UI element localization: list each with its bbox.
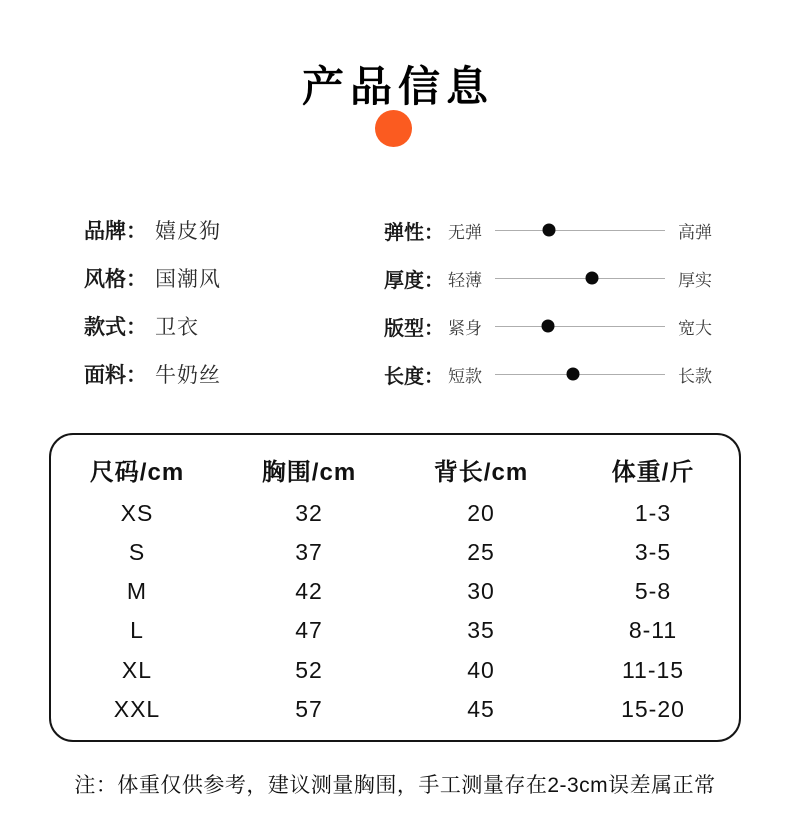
slider-dot — [567, 368, 580, 381]
slider-right-label: 长款 — [678, 366, 712, 386]
table-header-cell: 胸围/cm — [261, 459, 357, 487]
attributes-column — [84, 206, 384, 398]
table-header-cell: 体重/斤 — [611, 459, 695, 487]
table-cell: 37 — [295, 538, 323, 565]
attribute-label: 款式： — [84, 316, 147, 339]
page-title: 产品信息 — [301, 63, 494, 110]
slider-label: 长度： — [384, 365, 444, 388]
size-table — [49, 433, 741, 742]
slider-row-thickness — [384, 254, 712, 302]
slider-label: 厚度： — [384, 269, 444, 292]
table-cell: 47 — [295, 617, 323, 644]
table-row — [51, 578, 739, 605]
sliders-column — [384, 206, 712, 398]
table-cell: 3-5 — [634, 538, 672, 565]
info-section — [84, 206, 712, 398]
table-cell: XL — [121, 656, 153, 683]
table-header-cell: 背长/cm — [433, 459, 529, 487]
table-row — [51, 657, 739, 684]
attribute-value: 卫衣 — [155, 316, 199, 339]
note-text: 注：体重仅供参考，建议测量胸围，手工测量存在2-3cm误差属正常 — [74, 774, 716, 797]
table-cell: 32 — [295, 499, 323, 526]
table-cell: 5-8 — [634, 578, 672, 604]
slider-right-label: 厚实 — [678, 270, 712, 290]
table-cell: 15-20 — [621, 695, 685, 722]
table-cell: 57 — [295, 695, 323, 722]
slider-right-label: 高弹 — [678, 222, 712, 242]
slider-track — [495, 278, 665, 279]
slider-row-fit — [384, 302, 712, 350]
table-header-cell: 尺码/cm — [89, 459, 185, 487]
slider-left-label: 无弹 — [448, 222, 482, 242]
table-cell: 35 — [467, 617, 495, 644]
table-cell: S — [128, 538, 146, 565]
slider-track — [495, 326, 665, 327]
table-cell: 25 — [467, 538, 495, 565]
attribute-row-style — [84, 254, 384, 302]
table-cell: 11-15 — [621, 656, 685, 683]
table-cell: 30 — [467, 578, 495, 604]
table-cell: M — [126, 578, 148, 604]
slider-row-elasticity — [384, 206, 712, 254]
table-cell: 8-11 — [628, 617, 678, 644]
attribute-value: 嬉皮狗 — [155, 220, 221, 243]
slider-label: 版型： — [384, 317, 444, 340]
table-cell: 20 — [467, 499, 495, 526]
table-row — [51, 617, 739, 644]
attribute-row-type — [84, 302, 384, 350]
slider-label: 弹性： — [384, 221, 444, 244]
table-header-row — [51, 452, 739, 487]
table-cell: 45 — [467, 695, 495, 722]
slider-dot — [541, 320, 554, 333]
attribute-value: 牛奶丝 — [155, 364, 221, 387]
attribute-label: 面料： — [84, 364, 147, 387]
slider-dot — [543, 224, 556, 237]
attribute-row-brand — [84, 206, 384, 254]
table-row — [51, 696, 739, 723]
slider-right-label: 宽大 — [678, 318, 712, 338]
table-cell: 1-3 — [634, 499, 672, 526]
slider-track — [495, 230, 665, 231]
table-cell: 52 — [295, 656, 323, 683]
slider-row-length — [384, 350, 712, 398]
accent-dot — [375, 110, 412, 147]
attribute-value: 国潮风 — [155, 268, 221, 291]
attribute-label: 风格： — [84, 268, 147, 291]
table-row — [51, 539, 739, 566]
slider-dot — [585, 272, 598, 285]
attribute-label: 品牌： — [84, 220, 147, 243]
table-cell: 40 — [467, 656, 495, 683]
table-cell: XXL — [113, 695, 161, 722]
slider-left-label: 紧身 — [448, 318, 482, 338]
table-row — [51, 500, 739, 527]
attribute-row-fabric — [84, 350, 384, 398]
table-cell: 42 — [295, 578, 323, 604]
slider-track — [495, 374, 665, 375]
table-cell: XS — [120, 499, 154, 526]
slider-left-label: 轻薄 — [448, 270, 482, 290]
table-cell: L — [130, 617, 144, 644]
slider-left-label: 短款 — [448, 366, 482, 386]
